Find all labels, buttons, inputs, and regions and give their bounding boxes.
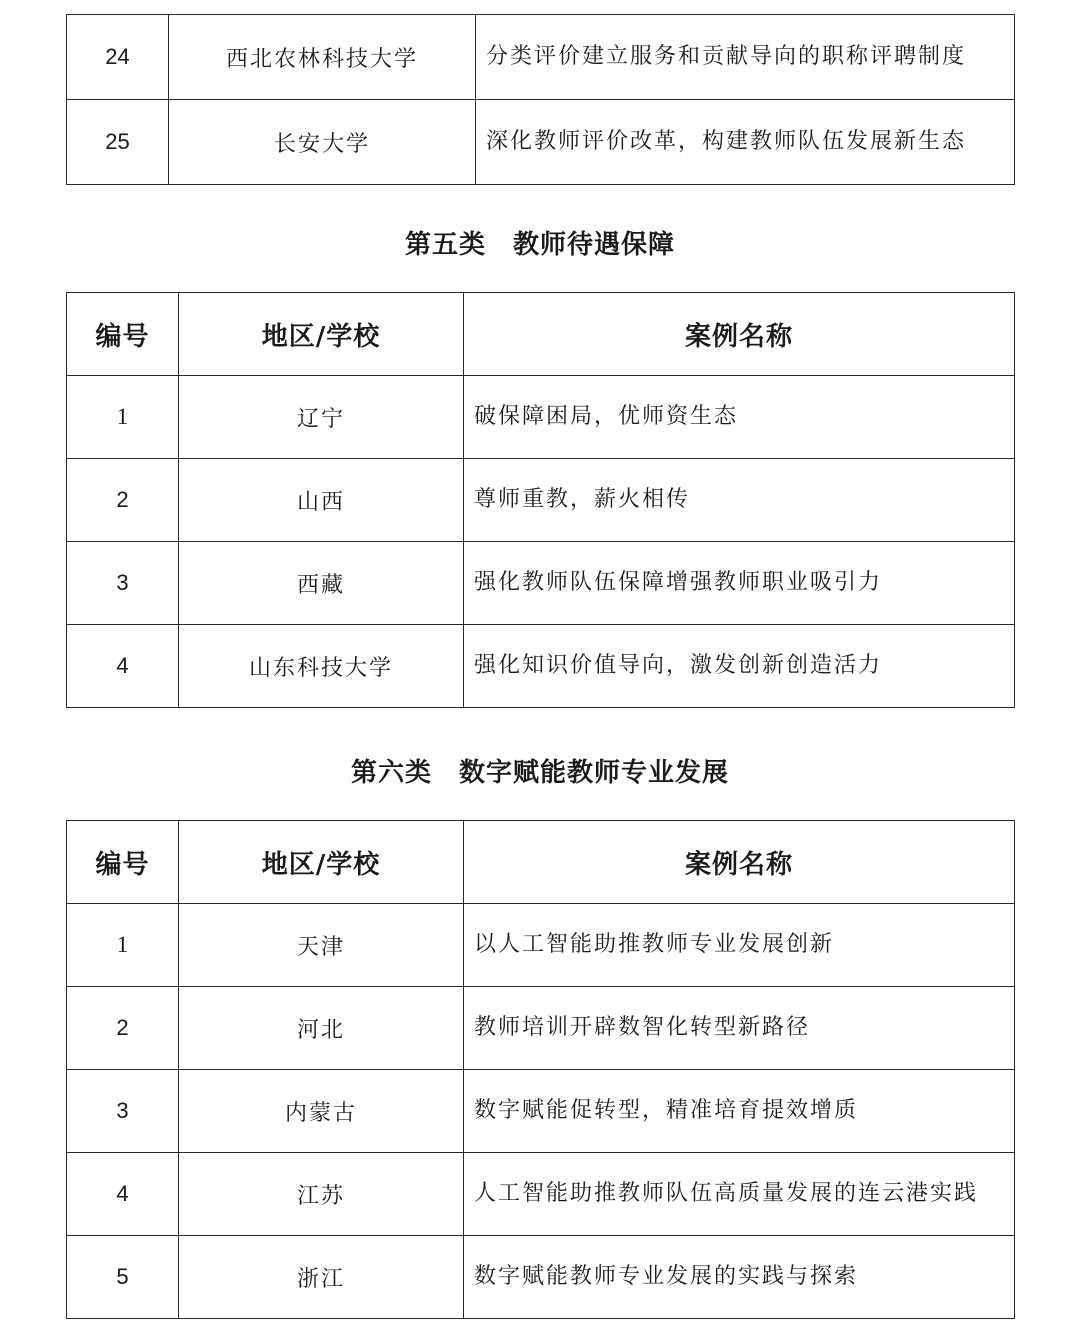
row-number: 25 [67, 100, 169, 185]
row-region: 内蒙古 [179, 1070, 464, 1153]
row-case-name: 教师培训开辟数智化转型新路径 [464, 987, 1015, 1070]
row-number: 4 [67, 1153, 179, 1236]
header-region: 地区/学校 [179, 821, 464, 904]
header-case-name: 案例名称 [464, 293, 1015, 376]
row-number: 4 [67, 625, 179, 708]
table-continuation [66, 14, 1015, 185]
row-number: 24 [67, 15, 169, 100]
table-row [67, 376, 1015, 459]
row-case-name: 人工智能助推教师队伍高质量发展的连云港实践 [464, 1153, 1015, 1236]
row-region: 长安大学 [169, 100, 476, 185]
table-row [67, 1236, 1015, 1319]
row-region: 江苏 [179, 1153, 464, 1236]
table-header-row [67, 821, 1015, 904]
table-row [67, 904, 1015, 987]
row-case-name: 数字赋能教师专业发展的实践与探索 [464, 1236, 1015, 1319]
row-region: 西北农林科技大学 [169, 15, 476, 100]
row-region: 山东科技大学 [179, 625, 464, 708]
row-case-name: 破保障困局，优师资生态 [464, 376, 1015, 459]
row-number: 5 [67, 1236, 179, 1319]
table-row [67, 1070, 1015, 1153]
row-number: 2 [67, 987, 179, 1070]
table-row [67, 459, 1015, 542]
row-case-name: 强化教师队伍保障增强教师职业吸引力 [464, 542, 1015, 625]
row-number: 2 [67, 459, 179, 542]
table-header-row [67, 293, 1015, 376]
row-region: 河北 [179, 987, 464, 1070]
table-row [67, 15, 1015, 100]
row-number: 3 [67, 542, 179, 625]
table-row [67, 987, 1015, 1070]
header-number: 编号 [67, 293, 179, 376]
row-case-name: 以人工智能助推教师专业发展创新 [464, 904, 1015, 987]
table-row [67, 542, 1015, 625]
row-number: 1 [67, 904, 179, 987]
row-number: 1 [67, 376, 179, 459]
table-row [67, 100, 1015, 185]
row-region: 山西 [179, 459, 464, 542]
row-region: 辽宁 [179, 376, 464, 459]
row-case-name: 深化教师评价改革，构建教师队伍发展新生态 [476, 100, 1015, 185]
row-region: 西藏 [179, 542, 464, 625]
row-case-name: 数字赋能促转型，精准培育提效增质 [464, 1070, 1015, 1153]
section-title-five: 第五类 教师待遇保障 [404, 230, 675, 260]
row-region: 天津 [179, 904, 464, 987]
section-title-six: 第六类 数字赋能教师专业发展 [350, 758, 729, 788]
header-number: 编号 [67, 821, 179, 904]
row-case-name: 强化知识价值导向，激发创新创造活力 [464, 625, 1015, 708]
table-row [67, 625, 1015, 708]
table-section-five [66, 292, 1015, 708]
header-region: 地区/学校 [179, 293, 464, 376]
row-case-name: 尊师重教，薪火相传 [464, 459, 1015, 542]
row-region: 浙江 [179, 1236, 464, 1319]
row-case-name: 分类评价建立服务和贡献导向的职称评聘制度 [476, 15, 1015, 100]
header-case-name: 案例名称 [464, 821, 1015, 904]
table-section-six [66, 820, 1015, 1319]
table-row [67, 1153, 1015, 1236]
row-number: 3 [67, 1070, 179, 1153]
